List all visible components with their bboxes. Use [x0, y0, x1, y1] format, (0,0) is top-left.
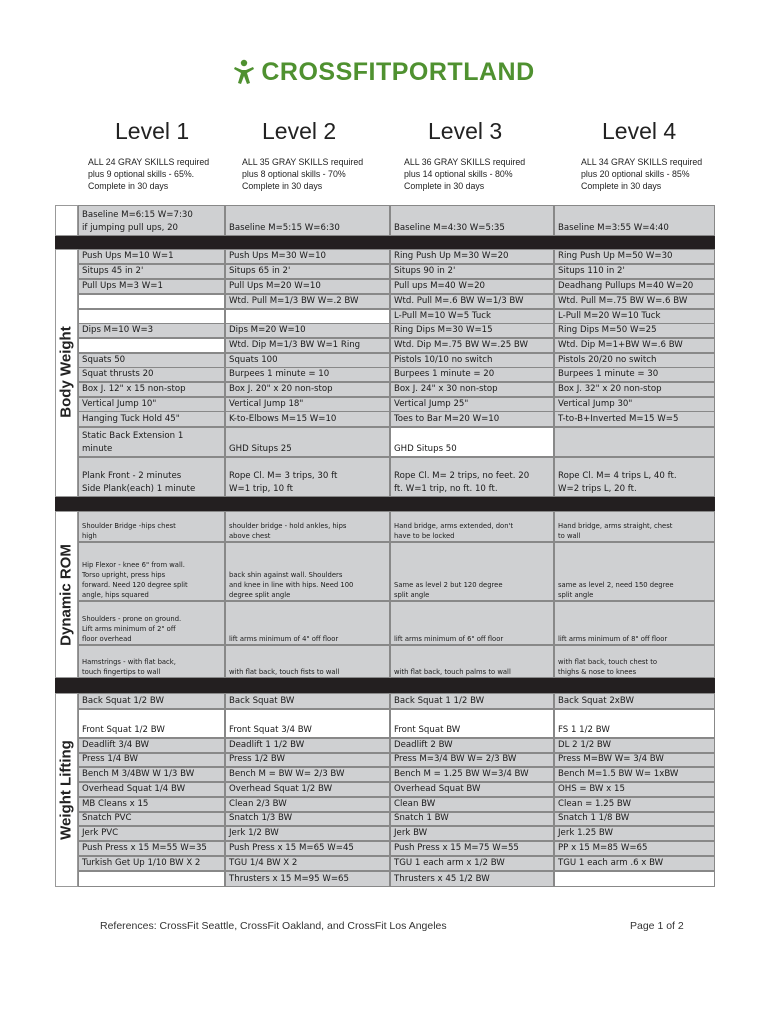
table-row [78, 338, 715, 353]
table-cell [390, 205, 554, 236]
table-row [78, 353, 715, 368]
cell-text: Ring Push Up M=30 W=20 [394, 251, 509, 261]
cell-text: OHS = BW x 15 [558, 784, 625, 794]
table-cell [225, 338, 390, 353]
cell-text: Baseline M=4:30 W=5:35 [394, 223, 505, 233]
cell-text: Burpees 1 minute = 30 [558, 369, 659, 379]
table-cell [225, 294, 390, 309]
table-cell [225, 309, 390, 324]
cell-text: K-to-Elbows M=15 W=10 [229, 414, 337, 424]
level-4-description: ALL 34 GRAY SKILLS required plus 20 optional skills - 85% Complete in 30 days [581, 157, 703, 191]
table-cell [225, 542, 390, 601]
table-cell [78, 457, 225, 497]
table-row [78, 826, 715, 841]
table-cell [554, 738, 715, 753]
table-cell [225, 782, 390, 797]
cell-text: Press 1/2 BW [229, 754, 285, 764]
table-cell [554, 826, 715, 841]
table-cell [78, 738, 225, 753]
table-cell [78, 309, 225, 324]
table-cell [390, 249, 554, 264]
cell-text: Push Press x 15 M=75 W=55 [394, 843, 519, 853]
cell-text: Squats 50 [82, 355, 126, 365]
table-row [78, 309, 715, 324]
cell-text: Wtd. Dip M=1/3 BW W=1 Ring [229, 340, 361, 350]
table-cell [554, 812, 715, 826]
table-cell [554, 353, 715, 368]
cell-text: FS 1 1/2 BW [558, 725, 610, 735]
cell-text: Pull ups M=40 W=20 [394, 281, 486, 291]
cell-text: Box J. 24" x 30 non-stop [394, 384, 498, 394]
cell-text: Situps 65 in 2' [229, 266, 291, 276]
section-label-body-weight: Body Weight [57, 326, 75, 418]
cell-text: Box J. 20" x 20 non-stop [229, 384, 333, 394]
cell-text: Overhead Squat BW [394, 784, 481, 794]
table-cell [225, 767, 390, 782]
table-cell [225, 367, 390, 382]
cell-text: Deadhang Pullups M=40 W=20 [558, 281, 694, 291]
table-cell [225, 841, 390, 856]
cell-text: Back Squat BW [229, 696, 295, 706]
cell-text: Pistols 20/20 no switch [558, 355, 657, 365]
cell-text: GHD Situps 50 [394, 444, 457, 454]
table-cell [78, 767, 225, 782]
table-cell [225, 411, 390, 427]
table-row [78, 205, 715, 236]
table-cell [390, 738, 554, 753]
cell-text: Overhead Squat 1/4 BW [82, 784, 186, 794]
cell-text: Rope Cl. M= 4 trips L, 40 ft. W=2 trips L, 20 ft. [558, 471, 677, 494]
table-cell [554, 411, 715, 427]
cell-text: Front Squat BW [394, 725, 461, 735]
cell-text: Front Squat 3/4 BW [229, 725, 312, 735]
level-1-description: ALL 24 GRAY SKILLS required plus 9 optional skills - 65%. Complete in 30 days [88, 157, 210, 191]
table-cell [554, 511, 715, 542]
cell-text: Jerk 1.25 BW [558, 828, 614, 838]
side-block-baseline [55, 205, 78, 236]
table-cell [554, 797, 715, 812]
cell-text: Wtd. Dip M=.75 BW W=.25 BW [394, 340, 528, 350]
cell-text: Wtd. Pull M=.6 BW W=1/3 BW [394, 296, 524, 306]
cell-text: Baseline M=5:15 W=6:30 [229, 223, 340, 233]
table-cell [225, 738, 390, 753]
table-cell [225, 812, 390, 826]
table-cell [554, 856, 715, 871]
table-row [78, 738, 715, 753]
cell-text: Bench M=1.5 BW W= 1xBW [558, 769, 679, 779]
page-number: Page 1 of 2 [630, 920, 684, 932]
table-row [78, 753, 715, 767]
table-cell [390, 601, 554, 645]
cell-text: Ring Push Up M=50 W=30 [558, 251, 673, 261]
table-cell [554, 264, 715, 279]
table-cell [78, 294, 225, 309]
table-cell [390, 457, 554, 497]
table-cell [554, 427, 715, 457]
cell-text: PP x 15 M=85 W=65 [558, 843, 648, 853]
table-cell [554, 367, 715, 382]
table-cell [390, 427, 554, 457]
table-row [78, 693, 715, 709]
cell-text: Press 1/4 BW [82, 754, 138, 764]
table-row [78, 279, 715, 294]
cell-text: Squats 100 [229, 355, 278, 365]
section-divider [55, 678, 715, 693]
table-cell [78, 753, 225, 767]
cell-text: Shoulders - prone on ground. Lift arms minimum of 2" off floor overhead [82, 615, 182, 643]
cell-text: Jerk PVC [82, 828, 119, 838]
table-cell [78, 353, 225, 368]
table-row [78, 797, 715, 812]
level-2-title: Level 2 [262, 118, 337, 144]
cell-text: Deadlift 2 BW [394, 740, 453, 750]
cell-text: lift arms minimum of 6" off floor [394, 635, 504, 643]
cell-text: Back Squat 1/2 BW [82, 696, 164, 706]
cell-text: Situps 90 in 2' [394, 266, 456, 276]
table-cell [390, 264, 554, 279]
table-cell [390, 309, 554, 324]
cell-text: Deadlift 1 1/2 BW [229, 740, 305, 750]
table-cell [225, 871, 390, 887]
table-cell [390, 397, 554, 412]
level-1-title: Level 1 [115, 118, 190, 144]
table-cell [225, 249, 390, 264]
table-cell [390, 797, 554, 812]
table-cell [78, 812, 225, 826]
cell-text: GHD Situps 25 [229, 444, 292, 454]
table-cell [225, 826, 390, 841]
table-cell [554, 279, 715, 294]
table-row [78, 411, 715, 427]
section-divider [55, 497, 715, 511]
cell-text: Wtd. Pull M=1/3 BW W=.2 BW [229, 296, 359, 306]
cell-text: Snatch 1/3 BW [229, 813, 293, 823]
cell-text: T-to-B+Inverted M=15 W=5 [558, 414, 679, 424]
cell-text: Push Ups M=30 W=10 [229, 251, 327, 261]
table-cell [554, 205, 715, 236]
cell-text: TGU 1 each arm x 1/2 BW [394, 858, 505, 868]
table-cell [78, 205, 225, 236]
cell-text: Situps 110 in 2' [558, 266, 625, 276]
level-2-description: ALL 35 GRAY SKILLS required plus 8 optional skills - 70% Complete in 30 days [242, 157, 364, 191]
table-cell [554, 397, 715, 412]
cell-text: Press M=3/4 BW W= 2/3 BW [394, 754, 517, 764]
table-row [78, 812, 715, 826]
table-cell [390, 353, 554, 368]
cell-text: Same as level 2 but 120 degree split angle [394, 581, 503, 599]
cell-text: Wtd. Pull M=.75 BW W=.6 BW [558, 296, 688, 306]
table-cell [78, 871, 225, 887]
table-cell [554, 323, 715, 338]
table-cell [225, 264, 390, 279]
table-row [78, 323, 715, 338]
table-cell [225, 205, 390, 236]
table-row [78, 511, 715, 542]
cell-text: Static Back Extension 1 minute [82, 431, 184, 454]
cell-text: Situps 45 in 2' [82, 266, 144, 276]
table-cell [78, 782, 225, 797]
table-cell [78, 382, 225, 397]
table-cell [78, 511, 225, 542]
cell-text: Jerk 1/2 BW [229, 828, 279, 838]
section-label-dynamic-rom: Dynamic ROM [57, 544, 75, 646]
cell-text: Burpees 1 minute = 10 [229, 369, 330, 379]
cell-text: DL 2 1/2 BW [558, 740, 611, 750]
cell-text: Hand bridge, arms straight, chest to wall [558, 522, 673, 540]
table-cell [390, 294, 554, 309]
cell-text: Wtd. Dip M=1+BW W=.6 BW [558, 340, 683, 350]
table-cell [78, 411, 225, 427]
cell-text: Pull Ups M=3 W=1 [82, 281, 163, 291]
crossfit-figure-icon [233, 59, 255, 85]
cell-text: Pistols 10/10 no switch [394, 355, 493, 365]
table-cell [225, 693, 390, 709]
cell-text: Burpees 1 minute = 20 [394, 369, 495, 379]
cell-text: TGU 1 each arm .6 x BW [558, 858, 664, 868]
cell-text: Pull Ups M=20 W=10 [229, 281, 321, 291]
table-cell [225, 797, 390, 812]
table-cell [225, 601, 390, 645]
table-row [78, 382, 715, 397]
table-cell [554, 841, 715, 856]
cell-text: Back Squat 1 1/2 BW [394, 696, 485, 706]
table-cell [390, 782, 554, 797]
cell-text: Plank Front - 2 minutes Side Plank(each) 1 minute [82, 471, 196, 494]
cell-text: Snatch 1 BW [394, 813, 449, 823]
table-cell [225, 353, 390, 368]
table-row [78, 367, 715, 382]
table-cell [554, 782, 715, 797]
cell-text: Bench M 3/4BW W 1/3 BW [82, 769, 195, 779]
table-cell [78, 645, 225, 678]
cell-text: Clean = 1.25 BW [558, 799, 632, 809]
table-row [78, 397, 715, 412]
table-cell [554, 338, 715, 353]
table-cell [554, 767, 715, 782]
cell-text: Shoulder Bridge -hips chest high [82, 522, 176, 540]
table-row [78, 542, 715, 601]
table-cell [390, 856, 554, 871]
cell-text: Thrusters x 15 M=95 W=65 [229, 874, 349, 884]
table-cell [554, 871, 715, 887]
table-cell [390, 279, 554, 294]
cell-text: L-Pull M=20 W=10 Tuck [558, 311, 661, 321]
cell-text: Vertical Jump 10" [82, 399, 157, 409]
cell-text: Rope Cl. M= 2 trips, no feet. 20 ft. W=1 trip, no ft. 10 ft. [394, 471, 530, 494]
table-cell [78, 797, 225, 812]
cell-text: Hip Flexor - knee 6" from wall. Torso upright, press hips forward. Need 120 degree split angle, hips squared [82, 561, 188, 599]
level-3-title: Level 3 [428, 118, 503, 144]
cell-text: Push Press x 15 M=65 W=45 [229, 843, 354, 853]
table-cell [225, 511, 390, 542]
cell-text: same as level 2, need 150 degree split angle [558, 581, 674, 599]
table-cell [554, 542, 715, 601]
cell-text: Jerk BW [394, 828, 428, 838]
cell-text: Press M=BW W= 3/4 BW [558, 754, 664, 764]
logo-text: CROSSFITPORTLAND [261, 57, 535, 86]
table-cell [390, 871, 554, 887]
table-cell [554, 249, 715, 264]
table-row [78, 249, 715, 264]
cell-text: Baseline M=3:55 W=4:40 [558, 223, 669, 233]
table-cell [78, 542, 225, 601]
cell-text: Ring Dips M=50 W=25 [558, 325, 657, 335]
table-cell [390, 767, 554, 782]
cell-text: Toes to Bar M=20 W=10 [394, 414, 500, 424]
cell-text: Front Squat 1/2 BW [82, 725, 165, 735]
cell-text: Deadlift 3/4 BW [82, 740, 150, 750]
table-cell [390, 411, 554, 427]
table-cell [554, 601, 715, 645]
table-cell [390, 338, 554, 353]
table-cell [554, 645, 715, 678]
cell-text: Vertical Jump 25" [394, 399, 469, 409]
table-cell [225, 709, 390, 738]
cell-text: Clean 2/3 BW [229, 799, 287, 809]
table-cell [225, 279, 390, 294]
cell-text: Hand bridge, arms extended, don't have to be locked [394, 522, 514, 540]
table-cell [225, 427, 390, 457]
table-cell [78, 826, 225, 841]
cell-text: back shin against wall. Shoulders and knee in line with hips. Need 100 degree split angle [229, 571, 354, 599]
section-label-weight-lifting: Weight Lifting [57, 740, 75, 840]
cell-text: Push Ups M=10 W=1 [82, 251, 174, 261]
table-cell [225, 457, 390, 497]
table-cell [390, 367, 554, 382]
table-cell [554, 457, 715, 497]
table-cell [554, 309, 715, 324]
table-cell [78, 249, 225, 264]
table-cell [554, 693, 715, 709]
table-cell [390, 323, 554, 338]
table-row [78, 294, 715, 309]
table-row [78, 601, 715, 645]
cell-text: Turkish Get Up 1/10 BW X 2 [82, 858, 201, 868]
cell-text: Baseline M=6:15 W=7:30 if jumping pull ups, 20 [82, 210, 193, 233]
table-cell [390, 753, 554, 767]
cell-text: with flat back, touch fists to wall [229, 668, 340, 676]
table-cell [225, 323, 390, 338]
table-cell [390, 841, 554, 856]
table-cell [390, 709, 554, 738]
table-cell [390, 382, 554, 397]
table-cell [225, 645, 390, 678]
cell-text: shoulder bridge - hold ankles, hips above chest [229, 522, 347, 540]
table-cell [554, 382, 715, 397]
table-row [78, 264, 715, 279]
cell-text: Box J. 32" x 20 non-stop [558, 384, 662, 394]
table-row [78, 645, 715, 678]
cell-text: Rope Cl. M= 3 trips, 30 ft W=1 trip, 10 ft [229, 471, 338, 494]
cell-text: with flat back, touch palms to wall [394, 668, 511, 676]
cell-text: Dips M=10 W=3 [82, 325, 154, 335]
table-row [78, 856, 715, 871]
cell-text: Squat thrusts 20 [82, 369, 154, 379]
cell-text: Thrusters x 45 1/2 BW [394, 874, 490, 884]
cell-text: with flat back, touch chest to thighs & nose to knees [558, 658, 658, 676]
table-cell [390, 812, 554, 826]
cell-text: Snatch PVC [82, 813, 132, 823]
table-cell [78, 841, 225, 856]
table-cell [78, 693, 225, 709]
table-cell [390, 542, 554, 601]
table-cell [78, 427, 225, 457]
cell-text: Ring Dips M=30 W=15 [394, 325, 493, 335]
table-cell [554, 709, 715, 738]
table-cell [225, 397, 390, 412]
cell-text: Hamstrings - with flat back, touch fingertips to wall [82, 658, 176, 676]
cell-text: L-Pull M=10 W=5 Tuck [394, 311, 491, 321]
level-3-description: ALL 36 GRAY SKILLS required plus 14 optional skills - 80% Complete in 30 days [404, 157, 526, 191]
cell-text: Hanging Tuck Hold 45" [82, 414, 180, 424]
table-cell [225, 753, 390, 767]
cell-text: TGU 1/4 BW X 2 [229, 858, 298, 868]
table-cell [554, 753, 715, 767]
table-cell [225, 382, 390, 397]
table-cell [554, 294, 715, 309]
cell-text: Bench M = BW W= 2/3 BW [229, 769, 345, 779]
table-cell [78, 367, 225, 382]
cell-text: Vertical Jump 18" [229, 399, 304, 409]
table-cell [390, 511, 554, 542]
table-cell [78, 397, 225, 412]
level-4-title: Level 4 [602, 118, 677, 144]
cell-text: lift arms minimum of 4" off floor [229, 635, 339, 643]
table-row [78, 782, 715, 797]
table-row [78, 871, 715, 887]
references: References: CrossFit Seattle, CrossFit Oakland, and CrossFit Los Angeles [100, 920, 447, 932]
cell-text: Box J. 12" x 15 non-stop [82, 384, 186, 394]
table-cell [390, 693, 554, 709]
cell-text: Dips M=20 W=10 [229, 325, 306, 335]
table-cell [78, 279, 225, 294]
table-row [78, 457, 715, 497]
table-cell [78, 323, 225, 338]
cell-text: Clean BW [394, 799, 436, 809]
table-row [78, 841, 715, 856]
table-row [78, 767, 715, 782]
cell-text: Bench M = 1.25 BW W=3/4 BW [394, 769, 529, 779]
table-cell [78, 338, 225, 353]
cell-text: Snatch 1 1/8 BW [558, 813, 630, 823]
table-cell [225, 856, 390, 871]
cell-text: Push Press x 15 M=55 W=35 [82, 843, 207, 853]
table-cell [78, 856, 225, 871]
table-cell [78, 709, 225, 738]
table-row [78, 709, 715, 738]
table-cell [390, 645, 554, 678]
cell-text: MB Cleans x 15 [82, 799, 149, 809]
table-cell [390, 826, 554, 841]
cell-text: Overhead Squat 1/2 BW [229, 784, 333, 794]
cell-text: Back Squat 2xBW [558, 696, 634, 706]
cell-text: lift arms minimum of 8" off floor [558, 635, 668, 643]
table-cell [78, 264, 225, 279]
table-row [78, 427, 715, 457]
crossfit-portland-logo [0, 52, 768, 92]
table-cell [78, 601, 225, 645]
section-divider [55, 236, 715, 249]
cell-text: Vertical Jump 30" [558, 399, 633, 409]
